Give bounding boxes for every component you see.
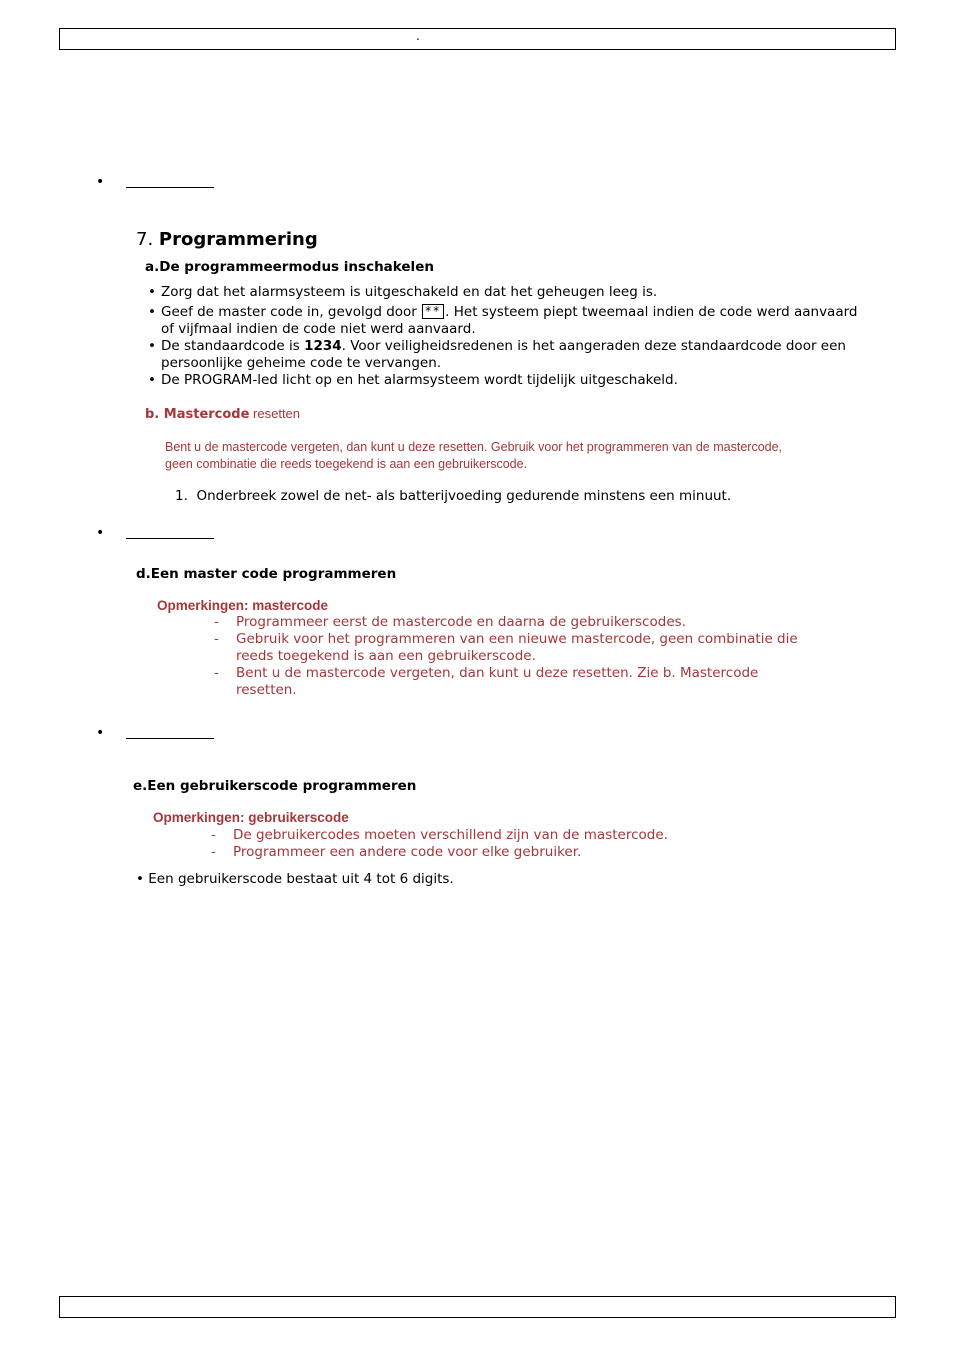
subsection-d-heading <box>136 566 396 582</box>
page-bullet-rule <box>126 538 214 539</box>
bullet: • <box>136 871 144 887</box>
usercode-notes-title: Opmerkingen: gebruikerscode <box>153 810 349 825</box>
subsection-label: d. <box>136 566 151 582</box>
page-bullet-marker: • <box>96 725 105 741</box>
bullet: • <box>148 304 156 320</box>
subsection-title: Een master code programmeren <box>150 566 397 582</box>
page-bullet-marker: • <box>96 174 105 190</box>
step-text: Onderbreek zowel de net- als batterijvoeding gedurende minstens een minuut. <box>196 488 732 504</box>
list-item-text: . Voor veiligheidsredenen is het aangeraden deze standaardcode door een persoonlijke geheime code te vervangen. <box>161 338 846 371</box>
bullet: • <box>148 338 156 354</box>
note-item <box>211 844 831 861</box>
subsection-title: Een gebruikerscode programmeren <box>147 778 417 794</box>
subsection-e-heading <box>133 778 416 794</box>
dash: - <box>211 827 216 843</box>
note-item <box>214 631 834 665</box>
list-item <box>147 284 867 301</box>
subsection-label: a. <box>145 259 160 275</box>
star-key-icon: ** <box>422 304 444 319</box>
list-item-text: De standaardcode is <box>161 338 305 354</box>
dash: - <box>214 614 219 630</box>
subsection-label: e. <box>133 778 148 794</box>
list-item-text: Geef de master code in, gevolgd door <box>161 304 422 320</box>
bullet: • <box>148 372 156 388</box>
list-item-text: Zorg dat het alarmsysteem is uitgeschakeld en dat het geheugen leeg is. <box>161 284 658 300</box>
page-header-frame <box>59 28 896 50</box>
subsection-label: b. <box>145 407 160 422</box>
list-item-text: De PROGRAM-led licht op en het alarmsysteem wordt tijdelijk uitgeschakeld. <box>161 372 678 388</box>
list-item <box>147 372 867 389</box>
note-text: Gebruik voor het programmeren van een nieuwe mastercode, geen combinatie die reeds toegekend is aan een gebruikerscode. <box>236 631 798 664</box>
note-item <box>214 614 834 631</box>
page-footer-frame <box>59 1296 896 1318</box>
list-item-text: . Het systeem piept tweemaal indien de code werd aanvaard of vijfmaal indien de code niet werd aanvaard. <box>161 304 858 337</box>
note-item <box>211 827 831 844</box>
list-item <box>147 338 867 372</box>
section-heading <box>136 229 318 251</box>
usercode-notes-list <box>211 827 831 861</box>
subsection-title: De programmeermodus inschakelen <box>159 259 434 275</box>
subsection-b-heading <box>145 406 300 423</box>
subsection-title-bold: Mastercode <box>163 407 250 422</box>
page-bullet-rule <box>126 187 214 188</box>
reset-step <box>175 488 731 505</box>
dash: - <box>214 631 219 647</box>
bullet-text: Een gebruikerscode bestaat uit 4 tot 6 digits. <box>148 871 454 887</box>
mastercode-notes-title: Opmerkingen: mastercode <box>157 598 329 613</box>
mastercode-notes-list <box>214 614 834 699</box>
usercode-length-bullet <box>136 871 454 888</box>
note-text: De gebruikercodes moeten verschillend zijn van de mastercode. <box>233 827 668 843</box>
subsection-a-heading <box>145 259 434 275</box>
note-text: Programmeer een andere code voor elke gebruiker. <box>233 844 582 860</box>
subsection-title-rest: resetten <box>249 406 301 421</box>
section-title: Programmering <box>158 229 318 250</box>
default-code: 1234 <box>304 338 342 354</box>
section-number: 7. <box>136 229 154 250</box>
page-bullet-marker: • <box>96 525 105 541</box>
header-mark: . <box>416 29 420 43</box>
page-bullet-rule <box>126 738 214 739</box>
dash: - <box>211 844 216 860</box>
programming-mode-list <box>147 284 867 389</box>
step-number: 1. <box>175 488 188 504</box>
note-text: Programmeer eerst de mastercode en daarna de gebruikerscodes. <box>236 614 686 630</box>
note-item <box>214 665 834 699</box>
list-item <box>147 304 867 338</box>
dash: - <box>214 665 219 681</box>
reset-paragraph: Bent u de mastercode vergeten, dan kunt u deze resetten. Gebruik voor het programmeren van de mastercode, geen combinatie die reeds toegekend is aan een gebruikerscode. <box>165 440 783 471</box>
note-text: Bent u de mastercode vergeten, dan kunt u deze resetten. Zie b. Mastercode resetten. <box>236 665 759 698</box>
bullet: • <box>148 284 156 300</box>
